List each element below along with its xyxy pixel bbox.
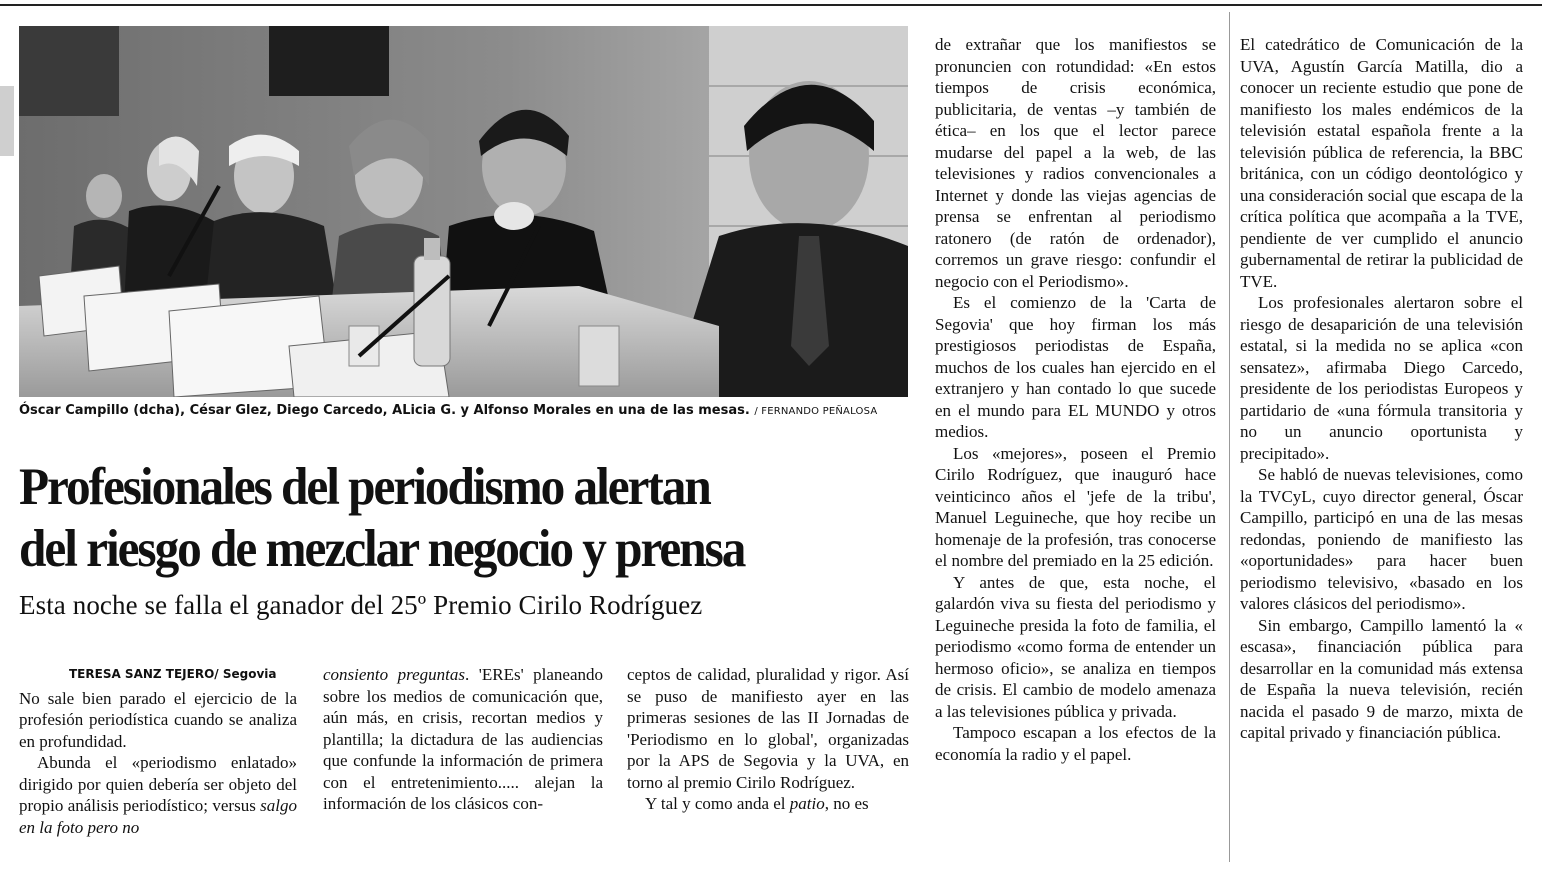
paragraph (627, 793, 909, 815)
paragraph: de extrañar que los manifiestos se pronuncien con rotundidad: «En estos tiempos de crisis económica, publicitaria, de ventas –y también de ética– en los que el lector parece mudarse del papel a la web, de las televisiones y radios convencionales a Internet y donde las viejas agencias de prensa se enfrentan al periodismo ratonero (de ratón de ordenador), corremos un grave riesgo: confundir el negocio con el Periodismo». (935, 35, 1216, 291)
page-edge-mark (0, 86, 14, 156)
text-run: Abunda el «periodismo enlatado» dirigido por quien debería ser objeto del propio análisis periodístico; versus (19, 753, 297, 815)
text-run: , no es (824, 794, 869, 813)
text-run: Y tal y como anda el (645, 794, 790, 813)
paragraph: El catedrático de Comunicación de la UVA, Agustín García Matilla, dio a conocer un reciente estudio que pone de manifiesto los males endémicos de la televisión estatal española frente a la televisión pública de referencia, la BBC británica, con un código deontológico y una consideración social que escapa de la crítica política que acompaña a la TVE, pendiente de ver cumplido el anuncio gubernamental de retirar la publicidad de TVE. (1240, 35, 1523, 291)
text-run: . 'EREs' planeando sobre los medios de comunicación que, aún más, en crisis, recortan medios y plantilla; la dictadura de las audiencias que confunde la información de primera con el entretenimiento..... alejan la información de los clásicos con- (323, 665, 603, 813)
paragraph: Se habló de nuevas televisiones, como la TVCyL, cuyo director general, Óscar Campillo, participó en una de las mesas redondas, poniendo de manifiesto las «oportunidades» para hacer buen periodismo televisivo, «basado en los valores clásicos del periodismo». (1240, 465, 1523, 613)
paragraph: Es el comienzo de la 'Carta de Segovia' que hoy firman los más prestigiosos periodistas de España, muchos de los cuales han ejercido en el extranjero y han contado lo que sucede en el mundo para EL MUNDO y otros medios. (935, 293, 1216, 441)
caption-text: Óscar Campillo (dcha), César Glez, Diego Carcedo, ALicia G. y Alfonso Morales en una de las mesas. (19, 403, 750, 418)
byline: TERESA SANZ TEJERO/ Segovia (69, 667, 277, 681)
paragraph: Los profesionales alertaron sobre el riesgo de desaparición de una televisión estatal, si la medida no se aplica «con sensatez», afirmaba Diego Carcedo, presidente de los periodistas Europeos y partidario de «una fórmula transitoria y no un anuncio oportunista y precipitado». (1240, 293, 1523, 463)
paragraph: No sale bien parado el ejercicio de la profesión periodística cuando se analiza en profundidad. (19, 688, 297, 751)
column-divider (1229, 12, 1230, 862)
article-column-5 (1240, 34, 1523, 744)
paragraph: Los «mejores», poseen el Premio Cirilo Rodríguez, que inauguró hace veinticinco años el 'jefe de la tribu', Manuel Leguineche, que hoy recibe un homenaje de la profesión, tras conocerse el nombre del premiado en la 25 edición. (935, 443, 1216, 570)
paragraph (323, 664, 603, 815)
news-photo-illustration (19, 26, 908, 397)
paragraph (19, 752, 297, 838)
top-rule (0, 4, 1542, 6)
headline-line-2: del riesgo de mezclar negocio y prensa (19, 520, 745, 578)
italic-text: patio (789, 794, 825, 813)
photo-caption (19, 403, 908, 418)
photo-credit: / FERNANDO PEÑALOSA (754, 406, 878, 417)
paragraph: ceptos de calidad, pluralidad y rigor. Así se puso de manifiesto ayer en las primeras sesiones de las II Jornadas de 'Periodismo en lo global', organizadas por la APS de Segovia y la UVA, en torno al premio Cirilo Rodríguez. (627, 665, 909, 792)
article-column-2 (323, 664, 603, 815)
headline (19, 456, 856, 580)
paragraph: Y antes de que, esta noche, el galardón viva su fiesta del periodismo y Leguineche presida la foto de familia, el periodismo «como forma de entender un hermoso oficio», se analiza en tiempos de crisis. El cambio de modelo amenaza a las televisiones pública y privada. (935, 572, 1216, 721)
article-column-4 (935, 34, 1216, 765)
italic-text: salgo en la foto pero no (19, 796, 297, 837)
italic-text: consiento preguntas (323, 665, 466, 684)
article-column-3 (627, 664, 909, 815)
news-photo (19, 26, 908, 397)
paragraph: Sin embargo, Campillo lamentó la « escasa», financiación pública para desarrollar en la comunidad más extensa de España la nueva televisión, recién nacida el pasado 9 de marzo, mixta de capital privado y financiación pública. (1240, 615, 1523, 742)
headline-line-1: Profesionales del periodismo alertan (19, 458, 710, 516)
paragraph: Tampoco escapan a los efectos de la economía la radio y el papel. (935, 723, 1216, 764)
article-column-1 (19, 664, 297, 838)
subheadline: Esta noche se falla el ganador del 25º Premio Cirilo Rodríguez (19, 590, 703, 620)
